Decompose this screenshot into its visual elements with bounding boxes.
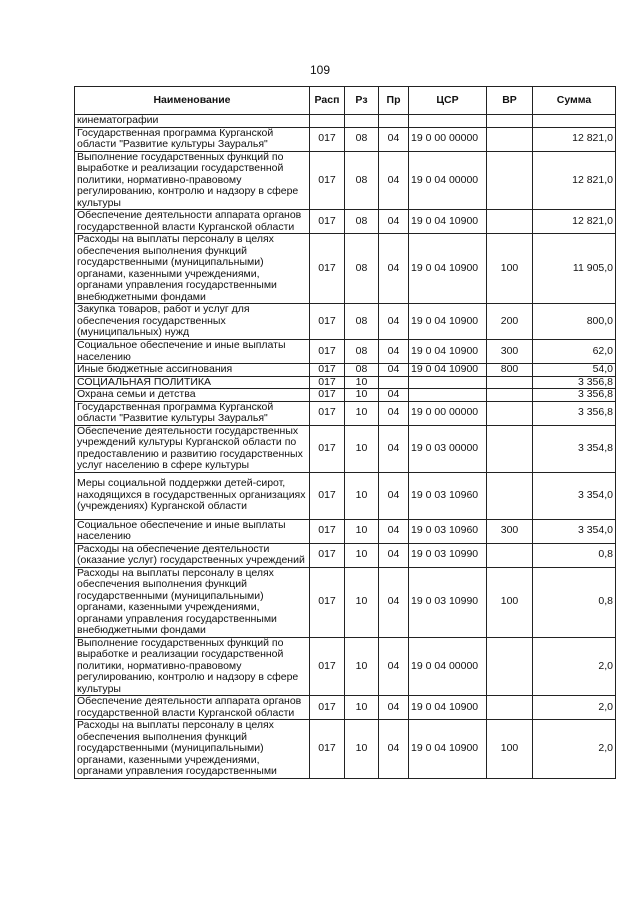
- row-sum: 3 356,8: [533, 376, 616, 389]
- row-sum: 0,8: [533, 567, 616, 637]
- row-rz: 08: [345, 304, 379, 340]
- row-csr: 19 0 03 10990: [409, 543, 487, 567]
- row-sum: [533, 115, 616, 128]
- row-rasp: [310, 115, 345, 128]
- row-vr: [487, 127, 533, 151]
- table-row: [75, 304, 616, 340]
- row-pr: 04: [379, 151, 409, 210]
- row-sum: 3 356,8: [533, 401, 616, 425]
- table-row: [75, 696, 616, 720]
- row-rasp: 017: [310, 151, 345, 210]
- table-row: [75, 376, 616, 389]
- row-name: Обеспечение деятельности аппарата органов государственной власти Курганской области: [75, 210, 310, 234]
- row-sum: 54,0: [533, 364, 616, 377]
- row-rz: 10: [345, 567, 379, 637]
- row-pr: 04: [379, 210, 409, 234]
- row-csr: 19 0 04 00000: [409, 151, 487, 210]
- row-rz: 10: [345, 637, 379, 696]
- table-row: [75, 543, 616, 567]
- header-vr: ВР: [487, 87, 533, 115]
- row-csr: 19 0 03 10960: [409, 472, 487, 519]
- row-name: Социальное обеспечение и иные выплаты населению: [75, 519, 310, 543]
- table-row: [75, 389, 616, 402]
- row-rasp: 017: [310, 389, 345, 402]
- row-csr: [409, 115, 487, 128]
- row-sum: 2,0: [533, 720, 616, 779]
- header-sum: Сумма: [533, 87, 616, 115]
- row-sum: 2,0: [533, 637, 616, 696]
- row-rz: 08: [345, 127, 379, 151]
- row-rasp: 017: [310, 696, 345, 720]
- header-rz: Рз: [345, 87, 379, 115]
- row-rz: 08: [345, 340, 379, 364]
- header-pr: Пр: [379, 87, 409, 115]
- row-vr: [487, 637, 533, 696]
- row-vr: [487, 401, 533, 425]
- row-vr: [487, 472, 533, 519]
- row-pr: 04: [379, 304, 409, 340]
- row-name: Меры социальной поддержки детей-сирот, находящихся в государственных организациях (учреждениях) Курганской области: [75, 472, 310, 519]
- row-rasp: 017: [310, 127, 345, 151]
- row-csr: 19 0 00 00000: [409, 127, 487, 151]
- table-row: [75, 401, 616, 425]
- row-rasp: 017: [310, 567, 345, 637]
- row-rz: 10: [345, 519, 379, 543]
- row-csr: 19 0 03 10960: [409, 519, 487, 543]
- row-csr: 19 0 04 10900: [409, 210, 487, 234]
- row-pr: [379, 115, 409, 128]
- row-sum: 3 354,0: [533, 519, 616, 543]
- row-rz: 10: [345, 720, 379, 779]
- row-vr: [487, 376, 533, 389]
- row-vr: [487, 696, 533, 720]
- row-rasp: 017: [310, 234, 345, 304]
- row-rasp: 017: [310, 401, 345, 425]
- row-rz: 10: [345, 401, 379, 425]
- row-name: СОЦИАЛЬНАЯ ПОЛИТИКА: [75, 376, 310, 389]
- row-rz: [345, 115, 379, 128]
- row-pr: 04: [379, 364, 409, 377]
- row-rasp: 017: [310, 425, 345, 472]
- row-pr: 04: [379, 340, 409, 364]
- row-pr: 04: [379, 234, 409, 304]
- row-csr: 19 0 04 00000: [409, 637, 487, 696]
- table-row: [75, 151, 616, 210]
- row-vr: 100: [487, 234, 533, 304]
- row-csr: 19 0 04 10900: [409, 696, 487, 720]
- row-rz: 10: [345, 389, 379, 402]
- row-rasp: 017: [310, 519, 345, 543]
- row-vr: [487, 389, 533, 402]
- row-rz: 10: [345, 543, 379, 567]
- row-csr: [409, 389, 487, 402]
- row-pr: [379, 376, 409, 389]
- row-sum: 12 821,0: [533, 151, 616, 210]
- row-csr: 19 0 03 00000: [409, 425, 487, 472]
- row-csr: 19 0 04 10900: [409, 304, 487, 340]
- row-name: Социальное обеспечение и иные выплаты населению: [75, 340, 310, 364]
- row-name: Закупка товаров, работ и услуг для обеспечения государственных (муниципальных) нужд: [75, 304, 310, 340]
- row-pr: 04: [379, 425, 409, 472]
- row-sum: 62,0: [533, 340, 616, 364]
- row-name: Иные бюджетные ассигнования: [75, 364, 310, 377]
- row-vr: 100: [487, 567, 533, 637]
- row-name: Расходы на выплаты персоналу в целях обеспечения выполнения функций государственными (муниципальными) органами, казенными учреждениями, органами управления государственными внебюджетными фондами: [75, 234, 310, 304]
- table-row: [75, 567, 616, 637]
- row-name: Государственная программа Курганской области "Развитие культуры Зауралья": [75, 127, 310, 151]
- row-rasp: 017: [310, 376, 345, 389]
- row-vr: [487, 210, 533, 234]
- table-row: [75, 637, 616, 696]
- row-csr: 19 0 03 10990: [409, 567, 487, 637]
- header-rasp: Расп: [310, 87, 345, 115]
- row-pr: 04: [379, 472, 409, 519]
- table-row: [75, 472, 616, 519]
- row-csr: 19 0 00 00000: [409, 401, 487, 425]
- row-pr: 04: [379, 401, 409, 425]
- row-pr: 04: [379, 389, 409, 402]
- table-row: [75, 210, 616, 234]
- row-sum: 800,0: [533, 304, 616, 340]
- row-rz: 10: [345, 472, 379, 519]
- row-name: кинематографии: [75, 115, 310, 128]
- row-rz: 10: [345, 696, 379, 720]
- row-name: Расходы на выплаты персоналу в целях обеспечения выполнения функций государственными (муниципальными) органами, казенными учреждениями, органами управления государственными: [75, 720, 310, 779]
- row-sum: 11 905,0: [533, 234, 616, 304]
- row-vr: 300: [487, 340, 533, 364]
- table-row: [75, 340, 616, 364]
- row-vr: 100: [487, 720, 533, 779]
- row-name: Обеспечение деятельности аппарата органов государственной власти Курганской области: [75, 696, 310, 720]
- row-rasp: 017: [310, 210, 345, 234]
- row-name: Государственная программа Курганской области "Развитие культуры Зауралья": [75, 401, 310, 425]
- row-rasp: 017: [310, 304, 345, 340]
- row-sum: 3 354,0: [533, 472, 616, 519]
- table-row: [75, 115, 616, 128]
- row-csr: 19 0 04 10900: [409, 720, 487, 779]
- row-rz: 08: [345, 364, 379, 377]
- row-rz: 10: [345, 376, 379, 389]
- table-row: [75, 234, 616, 304]
- row-vr: [487, 151, 533, 210]
- row-csr: 19 0 04 10900: [409, 234, 487, 304]
- row-pr: 04: [379, 127, 409, 151]
- row-csr: [409, 376, 487, 389]
- row-name: Выполнение государственных функций по выработке и реализации государственной политики, нормативно-правовому регулированию, контролю и надзору в сфере культуры: [75, 637, 310, 696]
- row-csr: 19 0 04 10900: [409, 364, 487, 377]
- page-number: 109: [309, 63, 331, 77]
- row-vr: 200: [487, 304, 533, 340]
- table-row: [75, 519, 616, 543]
- row-rasp: 017: [310, 720, 345, 779]
- row-rasp: 017: [310, 543, 345, 567]
- row-rasp: 017: [310, 637, 345, 696]
- header-csr: ЦСР: [409, 87, 487, 115]
- row-name: Обеспечение деятельности государственных учреждений культуры Курганской области по предоставлению и развитию государственных услуг населению в сфере культуры: [75, 425, 310, 472]
- row-sum: 12 821,0: [533, 210, 616, 234]
- table-row: [75, 720, 616, 779]
- row-vr: [487, 425, 533, 472]
- table-row: [75, 425, 616, 472]
- row-rz: 08: [345, 234, 379, 304]
- row-rz: 10: [345, 425, 379, 472]
- row-name: Выполнение государственных функций по выработке и реализации государственной политики, нормативно-правовому регулированию, контролю и надзору в сфере культуры: [75, 151, 310, 210]
- row-vr: 800: [487, 364, 533, 377]
- table-row: [75, 364, 616, 377]
- row-vr: 300: [487, 519, 533, 543]
- row-name: Расходы на выплаты персоналу в целях обеспечения выполнения функций государственными (муниципальными) органами, казенными учреждениями, органами управления государственными внебюджетными фондами: [75, 567, 310, 637]
- row-csr: 19 0 04 10900: [409, 340, 487, 364]
- row-pr: 04: [379, 543, 409, 567]
- header-name: Наименование: [75, 87, 310, 115]
- row-pr: 04: [379, 637, 409, 696]
- row-pr: 04: [379, 720, 409, 779]
- row-rasp: 017: [310, 472, 345, 519]
- row-rz: 08: [345, 151, 379, 210]
- row-rasp: 017: [310, 364, 345, 377]
- row-sum: 12 821,0: [533, 127, 616, 151]
- row-sum: 2,0: [533, 696, 616, 720]
- table-header-row: [75, 87, 616, 115]
- row-vr: [487, 115, 533, 128]
- row-pr: 04: [379, 696, 409, 720]
- row-pr: 04: [379, 519, 409, 543]
- row-rz: 08: [345, 210, 379, 234]
- budget-table: [74, 86, 616, 779]
- row-name: Охрана семьи и детства: [75, 389, 310, 402]
- row-vr: [487, 543, 533, 567]
- row-name: Расходы на обеспечение деятельности (оказание услуг) государственных учреждений: [75, 543, 310, 567]
- row-sum: 0,8: [533, 543, 616, 567]
- row-rasp: 017: [310, 340, 345, 364]
- table-row: [75, 127, 616, 151]
- row-sum: 3 356,8: [533, 389, 616, 402]
- row-sum: 3 354,8: [533, 425, 616, 472]
- row-pr: 04: [379, 567, 409, 637]
